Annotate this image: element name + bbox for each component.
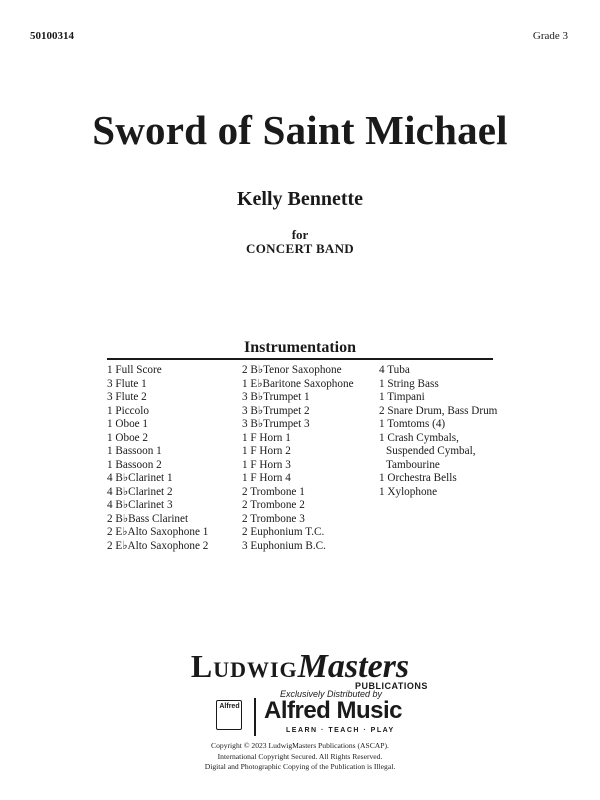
- instrument-column-2: [242, 364, 354, 553]
- instrument-item: 1 F Horn 2: [242, 445, 291, 457]
- instrument-column-1: [107, 364, 208, 553]
- instrument-item-continued: Tambourine: [386, 458, 440, 471]
- instrument-column-3: [379, 364, 497, 499]
- instrument-item: 3 Flute 1: [107, 377, 147, 390]
- instrument-item: 1 Timpani: [379, 391, 425, 403]
- instrument-item: 3 B♭Trumpet 1: [242, 391, 310, 403]
- instrumentation-heading: Instrumentation: [243, 339, 356, 356]
- ensemble-label: CONCERT BAND: [246, 241, 354, 256]
- instrument-item: 1 Full Score: [107, 364, 162, 376]
- instrument-item: 1 Bassoon 2: [107, 458, 162, 471]
- distributed-label: Exclusively Distributed by: [280, 689, 383, 699]
- copyright-line: International Copyright Secured. All Rights Reserved.: [217, 751, 383, 761]
- instrument-item: 2 B♭Bass Clarinet: [107, 512, 189, 525]
- alfred-music-logo: Alfred Music: [264, 697, 403, 724]
- instrument-item: 4 Tuba: [379, 364, 410, 376]
- copyright-notice: [0, 741, 600, 773]
- instrument-item: 2 E♭Alto Saxophone 1: [107, 526, 209, 538]
- instrument-item: 2 Euphonium T.C.: [242, 526, 325, 538]
- instrument-item: 2 Trombone 3: [242, 512, 305, 525]
- for-label: for: [291, 227, 309, 242]
- instrument-item: 1 Oboe 2: [107, 431, 149, 444]
- instrument-item-continued: Suspended Cymbal,: [386, 445, 476, 457]
- instrument-item: 1 Piccolo: [107, 404, 149, 417]
- copyright-line: Digital and Photographic Copying of the Publication is Illegal.: [204, 762, 396, 771]
- logo-masters: Masters: [297, 648, 410, 685]
- logo-divider: [254, 698, 256, 736]
- instrument-item: 4 B♭Clarinet 1: [107, 472, 173, 484]
- instrument-item: 1 F Horn 3: [242, 458, 291, 471]
- instrument-item: 1 Xylophone: [379, 485, 438, 498]
- copyright-line: Copyright © 2023 LudwigMasters Publications (ASCAP).: [211, 741, 389, 750]
- instrument-item: 4 B♭Clarinet 3: [107, 499, 173, 511]
- instrument-item: 1 Bassoon 1: [107, 445, 162, 457]
- logo-ludwig-rest: UDWIG: [213, 657, 298, 682]
- instrument-item: 2 E♭Alto Saxophone 2: [107, 539, 209, 552]
- instrument-item: 2 B♭Tenor Saxophone: [242, 364, 342, 376]
- alfred-tagline: LEARN · TEACH · PLAY: [286, 727, 395, 734]
- logo-ludwig-initial: L: [190, 648, 214, 684]
- instrument-item: 1 String Bass: [379, 377, 439, 390]
- instrument-item: 4 B♭Clarinet 2: [107, 485, 173, 498]
- instrument-item: 2 Snare Drum, Bass Drum: [379, 404, 498, 417]
- instrument-item: 3 B♭Trumpet 3: [242, 418, 310, 430]
- catalog-number: 50100314: [30, 30, 74, 42]
- grade-label: Grade 3: [532, 30, 568, 42]
- alfred-box-label: Alfred: [219, 703, 240, 710]
- instrument-item: 3 B♭Trumpet 2: [242, 404, 310, 417]
- composer-name: Kelly Bennette: [236, 188, 364, 210]
- instrument-item: 1 F Horn 4: [242, 472, 291, 484]
- instrument-item: 3 Euphonium B.C.: [242, 539, 326, 552]
- instrument-item: 1 Crash Cymbals,: [379, 431, 459, 444]
- instrument-item: 1 Tomtoms (4): [379, 418, 446, 430]
- instrument-item: 2 Trombone 2: [242, 499, 305, 511]
- heading-rule: [107, 358, 493, 360]
- logo-publications: PUBLICATIONS: [355, 681, 428, 691]
- instrument-item: 1 E♭Baritone Saxophone: [242, 377, 354, 390]
- instrument-item: 3 Flute 2: [107, 391, 147, 403]
- page-title: Sword of Saint Michael: [92, 107, 508, 153]
- instrument-item: 1 Oboe 1: [107, 418, 149, 430]
- instrument-item: 1 Orchestra Bells: [379, 472, 457, 484]
- instrument-item: 1 F Horn 1: [242, 431, 291, 444]
- instrument-item: 2 Trombone 1: [242, 485, 305, 498]
